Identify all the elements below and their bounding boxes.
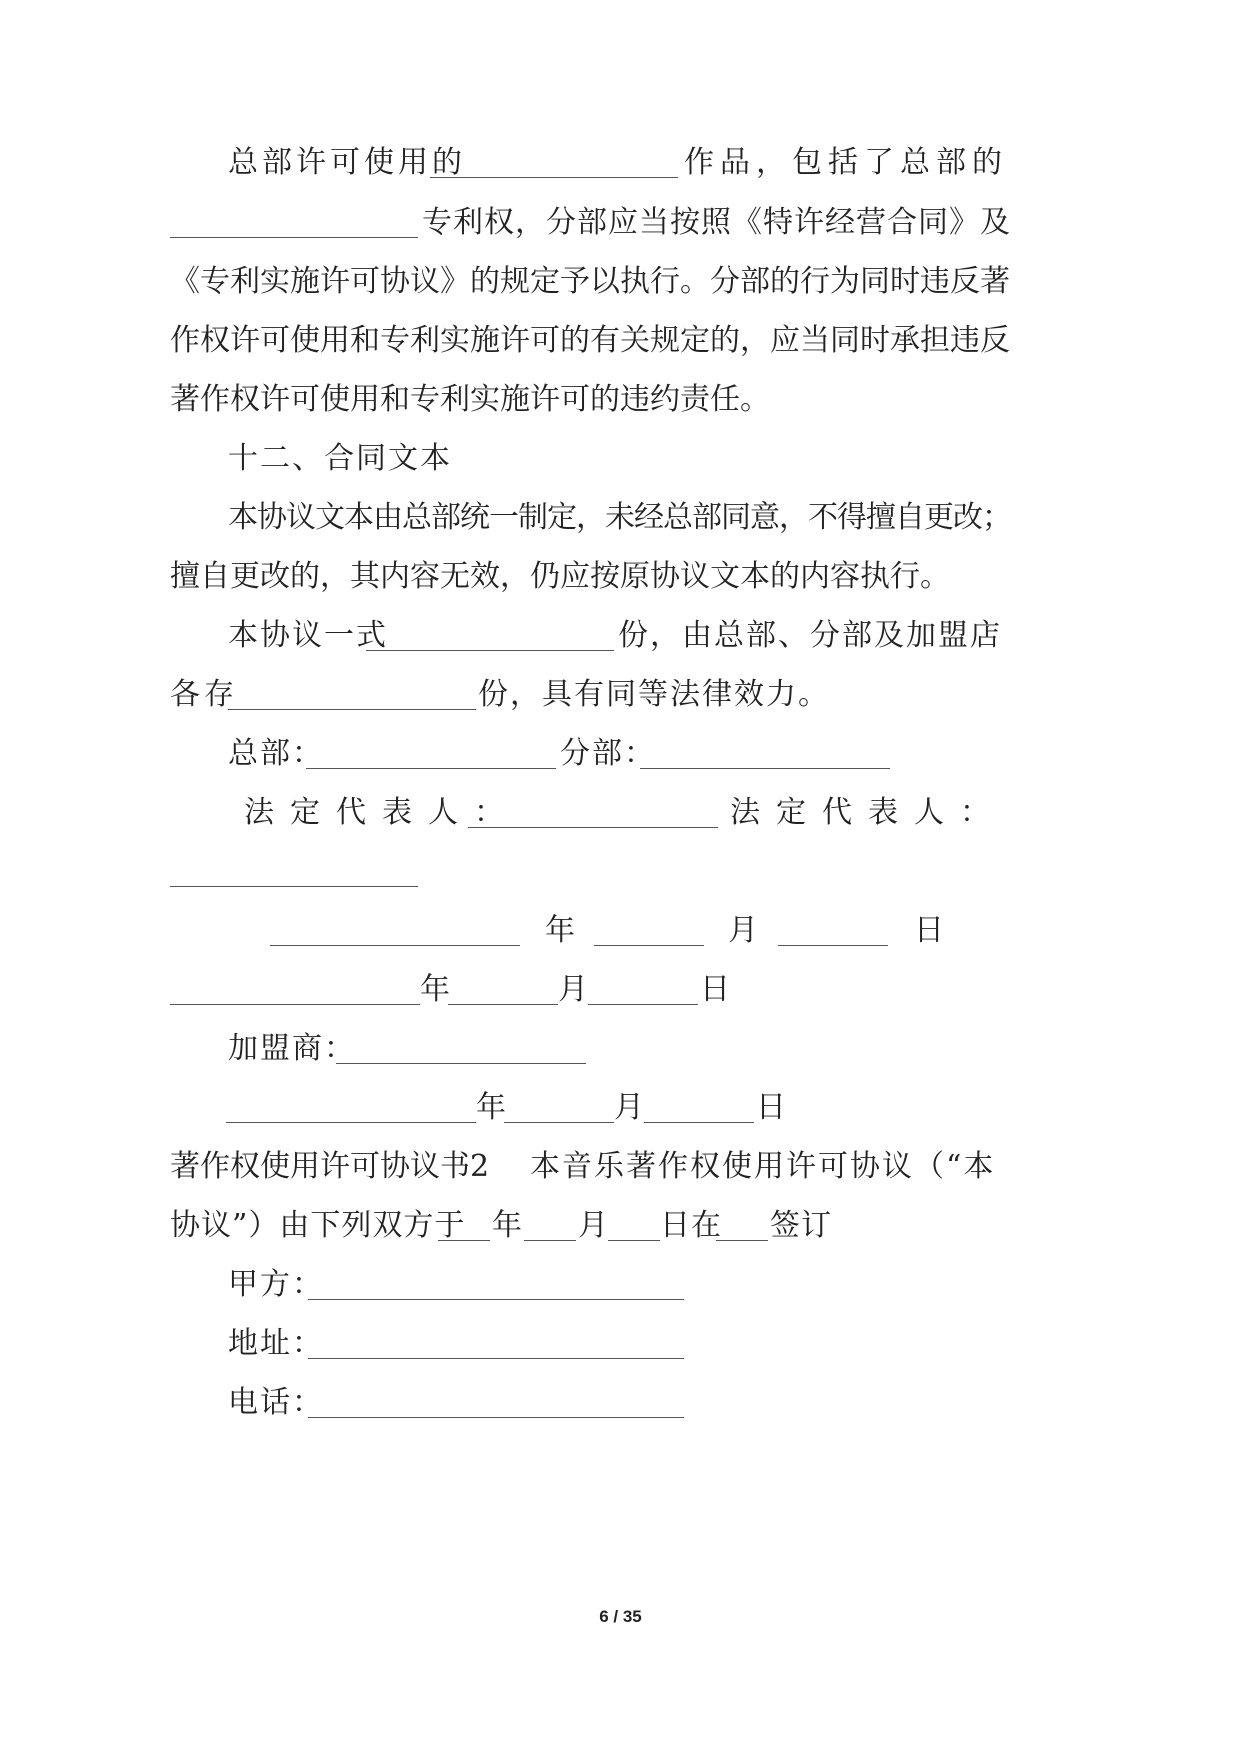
day-blank bbox=[778, 919, 888, 946]
day-blank bbox=[644, 1096, 754, 1123]
year-blank bbox=[438, 1214, 490, 1241]
text: 专利权，分部应当按照《特许经营合同》及 bbox=[422, 205, 1011, 240]
text: 作权许可使用和专利实施许可的有关规定的，应当同时承担违反 bbox=[170, 323, 1010, 358]
blank-field bbox=[430, 151, 678, 178]
blank-field bbox=[228, 683, 476, 710]
year-label: 年 bbox=[420, 972, 450, 1007]
branch-label: 分部： bbox=[560, 736, 656, 771]
phone-blank bbox=[308, 1391, 684, 1418]
month-label: 月 bbox=[578, 1208, 608, 1243]
year-blank bbox=[226, 1096, 476, 1123]
text: 份，具有同等法律效力。 bbox=[478, 677, 830, 712]
address-label: 地址： bbox=[228, 1326, 324, 1361]
day-label: 日 bbox=[914, 913, 944, 948]
text: 协议”）由下列双方于 bbox=[170, 1208, 466, 1243]
hq-blank bbox=[306, 742, 556, 769]
month-blank bbox=[448, 978, 558, 1005]
hq-label: 总部： bbox=[228, 736, 324, 771]
month-label: 月 bbox=[728, 913, 758, 948]
text: 本协议一式 bbox=[228, 618, 388, 653]
month-blank bbox=[594, 919, 704, 946]
day-label: 日 bbox=[700, 972, 730, 1007]
text: 本协议文本由总部统一制定，未经总部同意，不得擅自更改； bbox=[228, 500, 1011, 535]
text: 份，由总部、分部及加盟店 bbox=[618, 618, 1002, 653]
day-label: 日在 bbox=[660, 1208, 722, 1243]
day-blank bbox=[588, 978, 698, 1005]
month-label: 月 bbox=[614, 1090, 644, 1125]
day-blank bbox=[608, 1214, 660, 1241]
year-label: 年 bbox=[476, 1090, 506, 1125]
blank-field bbox=[170, 211, 418, 238]
year-blank bbox=[170, 978, 420, 1005]
franchisee-label: 加盟商： bbox=[228, 1031, 356, 1066]
rep-label-2: 法定代表人： bbox=[730, 795, 1006, 830]
party-a-label: 甲方： bbox=[228, 1267, 324, 1302]
month-blank bbox=[504, 1096, 614, 1123]
rep-blank-2 bbox=[170, 860, 418, 887]
month-blank bbox=[524, 1214, 576, 1241]
year-blank bbox=[270, 919, 520, 946]
doc-title: 著作权使用许可协议书2 bbox=[170, 1149, 490, 1184]
day-label: 日 bbox=[756, 1090, 786, 1125]
text: 著作权许可使用和专利实施许可的违约责任。 bbox=[170, 382, 770, 417]
text: 本音乐著作权使用许可协议（“本 bbox=[530, 1149, 996, 1184]
text: 作品，包括了总部的 bbox=[684, 145, 1008, 180]
phone-label: 电话： bbox=[228, 1385, 324, 1420]
franchisee-blank bbox=[336, 1037, 586, 1064]
text: 擅自更改的，其内容无效，仍应按原协议文本的内容执行。 bbox=[170, 559, 950, 594]
text: 各存 bbox=[170, 677, 238, 712]
rep-blank bbox=[468, 801, 718, 828]
party-a-blank bbox=[308, 1273, 684, 1300]
signed-label: 签订 bbox=[770, 1208, 832, 1243]
year-label: 年 bbox=[492, 1208, 522, 1243]
text: 《专利实施许可协议》的规定予以执行。分部的行为同时违反著 bbox=[170, 264, 1010, 299]
blank-field bbox=[366, 624, 614, 651]
rep-label: 法定代表人： bbox=[244, 795, 520, 830]
page-number: 6 / 35 bbox=[599, 1607, 642, 1626]
place-blank bbox=[716, 1214, 768, 1241]
year-label: 年 bbox=[545, 913, 575, 948]
branch-blank bbox=[640, 742, 890, 769]
address-blank bbox=[308, 1332, 684, 1359]
text: 总部许可使用的 bbox=[228, 145, 466, 180]
month-label: 月 bbox=[558, 972, 588, 1007]
heading-text: 十二、合同文本 bbox=[228, 441, 452, 476]
